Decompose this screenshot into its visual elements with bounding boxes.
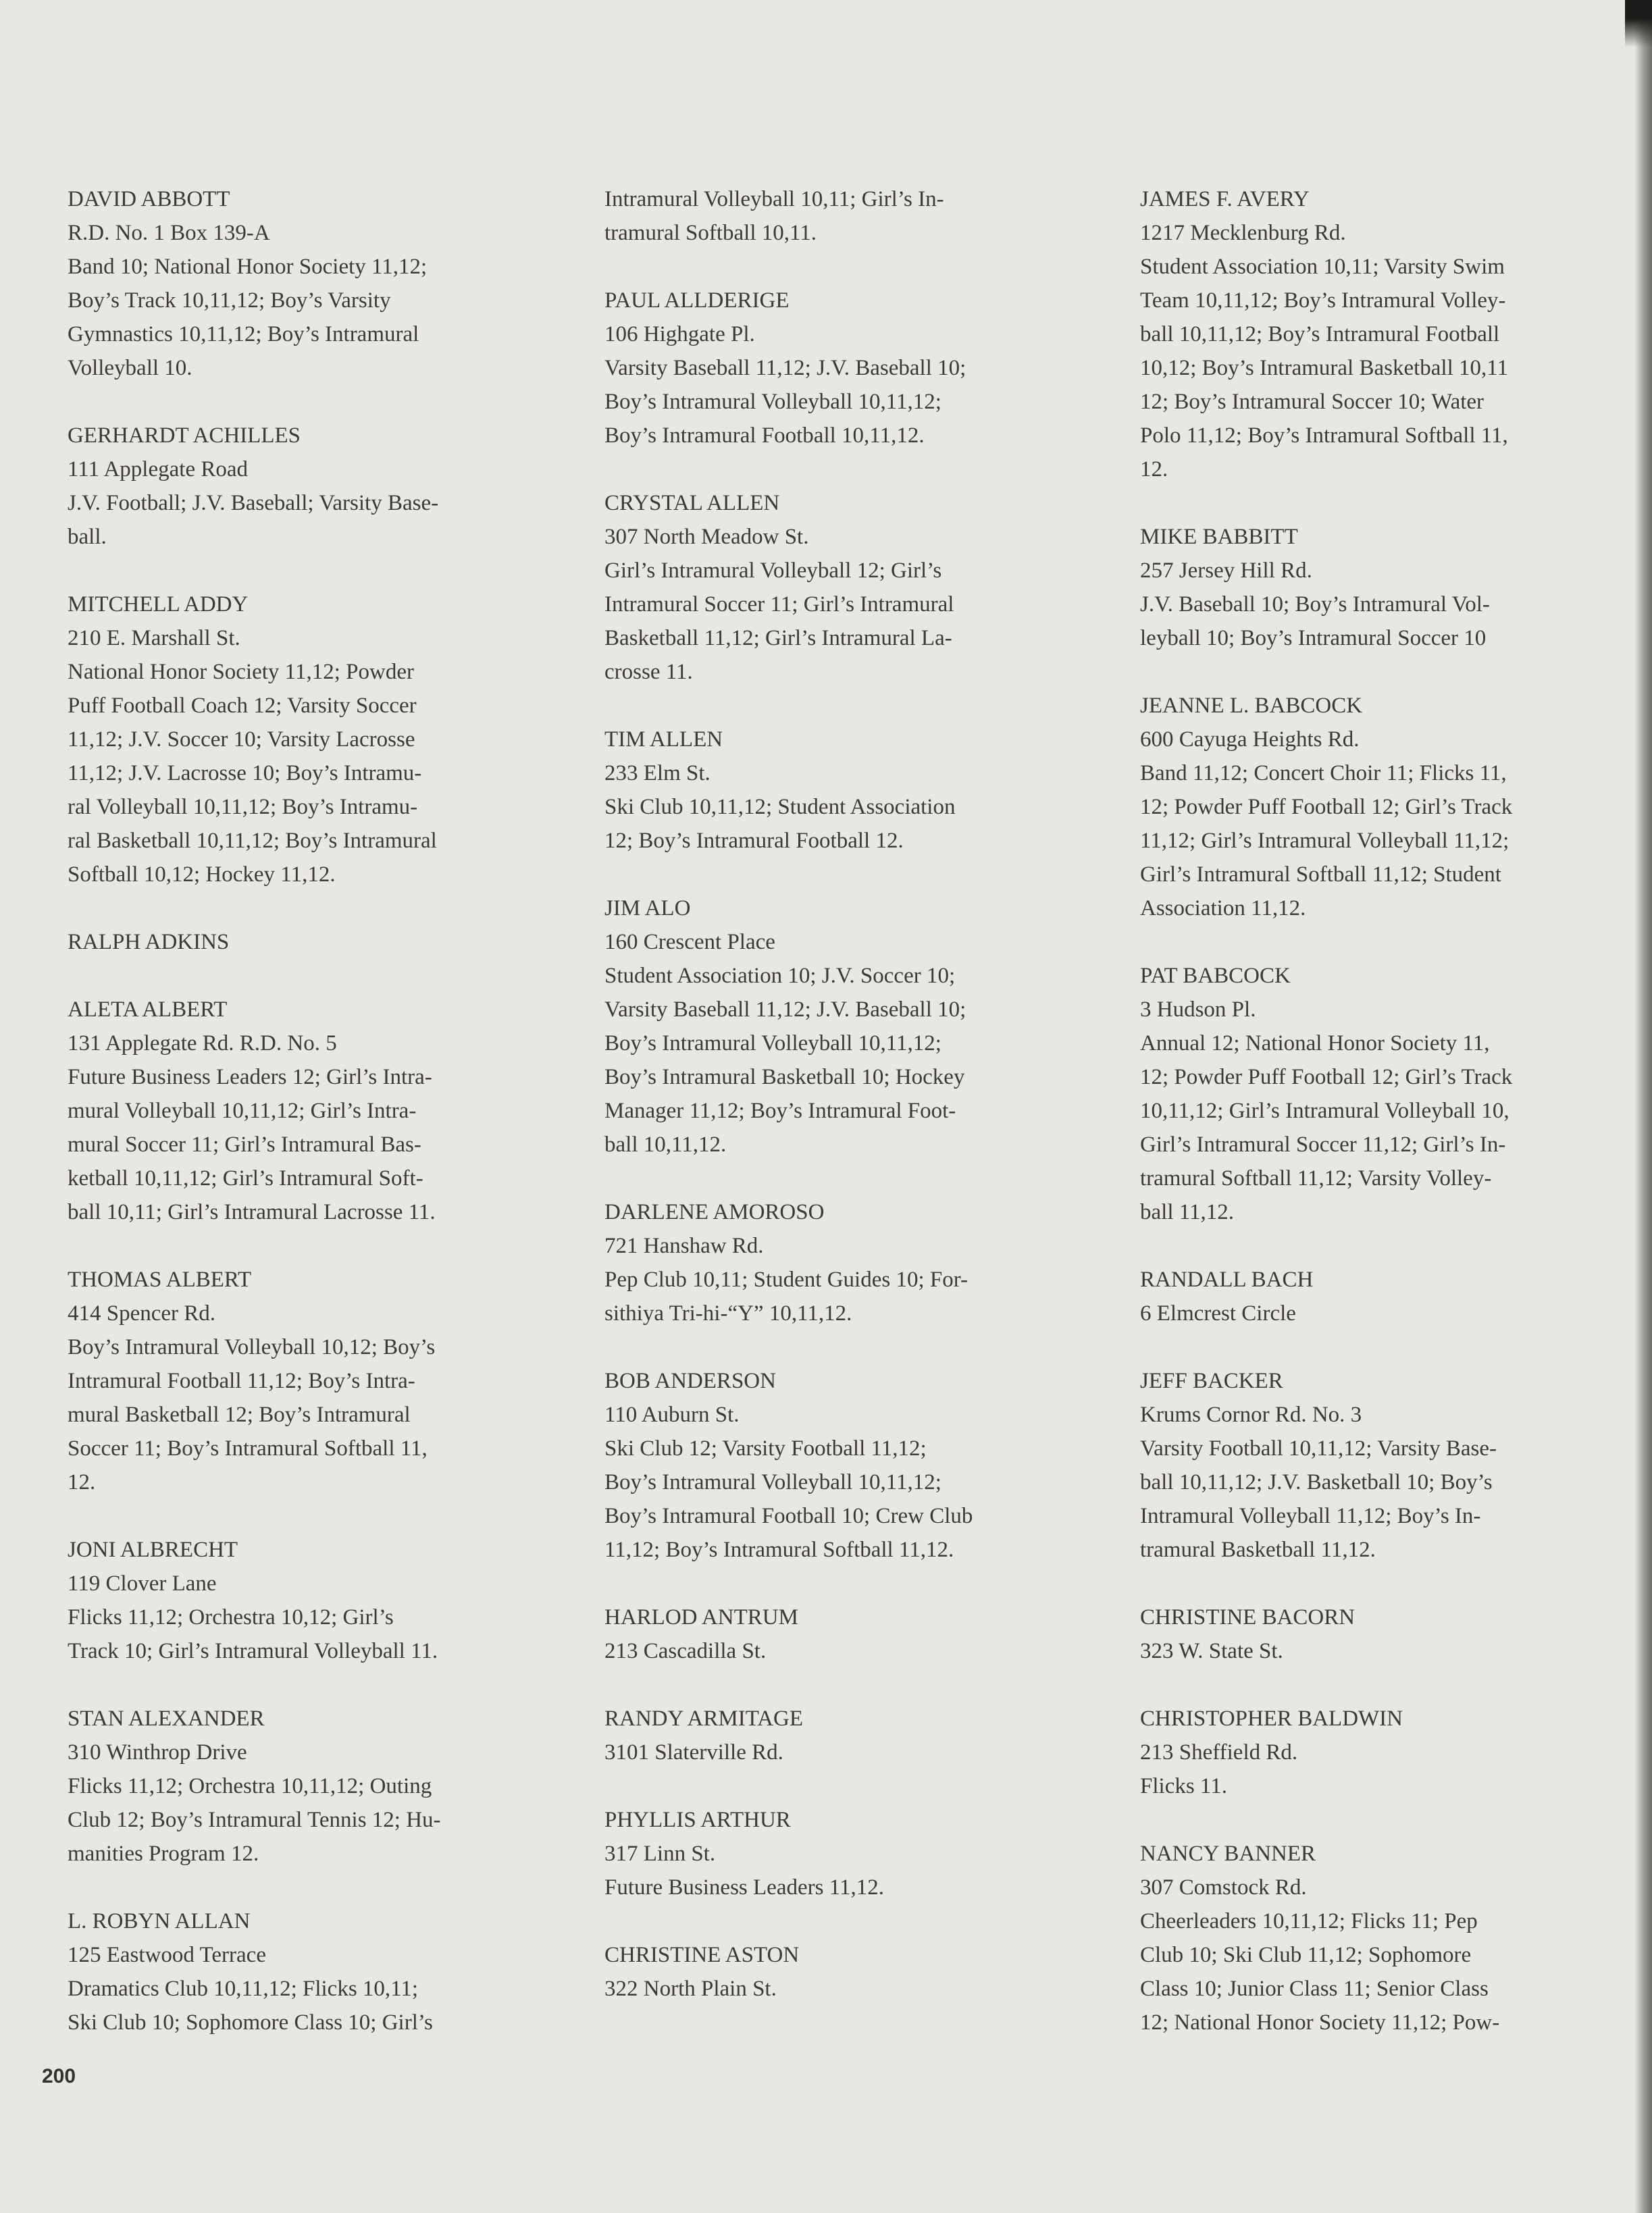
activity-line: sithiya Tri-hi-“Y” 10,11,12. — [604, 1301, 852, 1326]
activity-line: Pep Club 10,11; Student Guides 10; For- — [604, 1268, 969, 1292]
senior-entry — [1140, 1600, 1613, 1668]
activity-line: Varsity Baseball 11,12; J.V. Baseball 10; — [604, 997, 966, 1022]
activity-line: Ski Club 10; Sophomore Class 10; Girl’s — [68, 2010, 433, 2035]
activity-line: crosse 11. — [604, 660, 693, 684]
senior-name: DARLENE AMOROSO — [604, 1200, 825, 1224]
senior-entry — [604, 1600, 1091, 1668]
senior-address: 119 Clover Lane — [68, 1571, 217, 1596]
senior-address: 3 Hudson Pl. — [1140, 997, 1256, 1022]
senior-address: 322 North Plain St. — [604, 1977, 777, 2001]
senior-name: JAMES F. AVERY — [1140, 187, 1310, 211]
senior-entry — [604, 1364, 1091, 1567]
activity-line: mural Volleyball 10,11,12; Girl’s Intra- — [68, 1099, 417, 1123]
senior-name: RANDY ARMITAGE — [604, 1707, 804, 1731]
senior-entry — [604, 1702, 1091, 1769]
senior-entry — [1140, 1263, 1613, 1330]
senior-address: Krums Cornor Rd. No. 3 — [1140, 1403, 1362, 1427]
senior-entry — [68, 1904, 554, 2039]
activity-line: 12; Boy’s Intramural Soccer 10; Water — [1140, 390, 1485, 414]
senior-entry — [1140, 1837, 1613, 2039]
activity-line: Varsity Football 10,11,12; Varsity Base- — [1140, 1436, 1497, 1461]
activity-line: ball 10,11,12. — [604, 1132, 727, 1157]
senior-address: 721 Hanshaw Rd. — [604, 1234, 764, 1258]
activity-line: tramural Softball 11,12; Varsity Volley- — [1140, 1166, 1492, 1191]
activity-line: Team 10,11,12; Boy’s Intramural Volley- — [1140, 288, 1506, 313]
senior-entry — [68, 419, 554, 554]
activity-line: mural Basketball 12; Boy’s Intramural — [68, 1403, 411, 1427]
senior-name: CHRISTOPHER BALDWIN — [1140, 1707, 1403, 1731]
activity-line: Future Business Leaders 11,12. — [604, 1875, 884, 1900]
senior-entry — [604, 182, 1091, 250]
senior-entry — [1140, 1364, 1613, 1567]
senior-entry — [1140, 182, 1613, 486]
senior-address: 110 Auburn St. — [604, 1403, 740, 1427]
senior-name: NANCY BANNER — [1140, 1842, 1316, 1866]
activity-line: 10,12; Boy’s Intramural Basketball 10,11 — [1140, 356, 1509, 380]
senior-name: CHRISTINE ASTON — [604, 1943, 800, 1967]
activity-line: Boy’s Track 10,11,12; Boy’s Varsity — [68, 288, 391, 313]
senior-address: 106 Highgate Pl. — [604, 322, 755, 346]
activity-line: Boy’s Intramural Football 10,11,12. — [604, 423, 925, 448]
senior-address: 3101 Slaterville Rd. — [604, 1740, 783, 1765]
activity-line: Student Association 10; J.V. Soccer 10; — [604, 964, 956, 988]
senior-name: JIM ALO — [604, 896, 691, 920]
senior-address: 111 Applegate Road — [68, 457, 248, 481]
activity-line: tramural Softball 10,11. — [604, 221, 817, 245]
activity-line: 10,11,12; Girl’s Intramural Volleyball 10, — [1140, 1099, 1509, 1123]
activity-line: ral Volleyball 10,11,12; Boy’s Intramu- — [68, 795, 418, 819]
senior-address: 323 W. State St. — [1140, 1639, 1283, 1663]
activity-line: 12; Boy’s Intramural Football 12. — [604, 829, 904, 853]
senior-entry — [604, 284, 1091, 452]
senior-entry — [604, 1803, 1091, 1904]
column-1 — [68, 182, 554, 2073]
activity-line: 11,12; J.V. Soccer 10; Varsity Lacrosse — [68, 727, 415, 752]
activity-line: Flicks 11. — [1140, 1774, 1227, 1798]
senior-name: GERHARDT ACHILLES — [68, 423, 301, 448]
senior-entry — [1140, 689, 1613, 925]
activity-line: tramural Basketball 11,12. — [1140, 1538, 1376, 1562]
activity-line: Softball 10,12; Hockey 11,12. — [68, 862, 336, 887]
activity-line: ball 11,12. — [1140, 1200, 1235, 1224]
activity-line: 11,12; Boy’s Intramural Softball 11,12. — [604, 1538, 954, 1562]
activity-line: Soccer 11; Boy’s Intramural Softball 11, — [68, 1436, 428, 1461]
activity-line: leyball 10; Boy’s Intramural Soccer 10 — [1140, 626, 1487, 650]
activity-line: Boy’s Intramural Volleyball 10,11,12; — [604, 390, 941, 414]
page-number: 200 — [42, 2065, 76, 2087]
activity-line: Club 12; Boy’s Intramural Tennis 12; Hu- — [68, 1808, 441, 1832]
activity-line: Flicks 11,12; Orchestra 10,12; Girl’s — [68, 1605, 394, 1630]
activity-line: Intramural Football 11,12; Boy’s Intra- — [68, 1369, 415, 1393]
activity-line: Intramural Volleyball 11,12; Boy’s In- — [1140, 1504, 1481, 1528]
activity-line: ball 10,11,12; J.V. Basketball 10; Boy’s — [1140, 1470, 1493, 1494]
activity-line: Future Business Leaders 12; Girl’s Intra- — [68, 1065, 432, 1089]
activity-line: Intramural Volleyball 10,11; Girl’s In- — [604, 187, 944, 211]
senior-name: MIKE BABBITT — [1140, 525, 1298, 549]
activity-line: Boy’s Intramural Football 10; Crew Club — [604, 1504, 973, 1528]
activity-line: ball 10,11; Girl’s Intramural Lacrosse 11. — [68, 1200, 436, 1224]
column-3 — [1140, 182, 1613, 2073]
senior-name: JEFF BACKER — [1140, 1369, 1283, 1393]
activity-line: Association 11,12. — [1140, 896, 1306, 920]
senior-entry — [1140, 959, 1613, 1229]
activity-line: Dramatics Club 10,11,12; Flicks 10,11; — [68, 1977, 419, 2001]
senior-entry — [604, 1938, 1091, 2006]
senior-address: 307 North Meadow St. — [604, 525, 809, 549]
senior-address: 125 Eastwood Terrace — [68, 1943, 266, 1967]
activity-line: Girl’s Intramural Softball 11,12; Student — [1140, 862, 1501, 887]
senior-name: MITCHELL ADDY — [68, 592, 249, 617]
senior-entry — [1140, 1702, 1613, 1803]
activity-line: 11,12; J.V. Lacrosse 10; Boy’s Intramu- — [68, 761, 422, 785]
activity-line: 11,12; Girl’s Intramural Volleyball 11,12; — [1140, 829, 1509, 853]
senior-name: CRYSTAL ALLEN — [604, 491, 780, 515]
senior-entry — [68, 588, 554, 891]
activity-line: Boy’s Intramural Volleyball 10,12; Boy’s — [68, 1335, 436, 1359]
activity-line: National Honor Society 11,12; Powder — [68, 660, 414, 684]
activity-line: Student Association 10,11; Varsity Swim — [1140, 255, 1505, 279]
senior-name: TIM ALLEN — [604, 727, 723, 752]
activity-line: Manager 11,12; Boy’s Intramural Foot- — [604, 1099, 956, 1123]
activity-line: Polo 11,12; Boy’s Intramural Softball 11, — [1140, 423, 1508, 448]
activity-line: Puff Football Coach 12; Varsity Soccer — [68, 694, 417, 718]
activity-line: J.V. Baseball 10; Boy’s Intramural Vol- — [1140, 592, 1490, 617]
senior-entry — [68, 1263, 554, 1499]
activity-line: Ski Club 12; Varsity Football 11,12; — [604, 1436, 927, 1461]
activity-line: Band 11,12; Concert Choir 11; Flicks 11, — [1140, 761, 1507, 785]
senior-address: 600 Cayuga Heights Rd. — [1140, 727, 1360, 752]
senior-address: 233 Elm St. — [604, 761, 711, 785]
senior-name: THOMAS ALBERT — [68, 1268, 252, 1292]
activity-line: Volleyball 10. — [68, 356, 192, 380]
senior-entry — [604, 891, 1091, 1162]
activity-line: manities Program 12. — [68, 1842, 259, 1866]
senior-name: PAUL ALLDERIGE — [604, 288, 790, 313]
activity-line: Club 10; Ski Club 11,12; Sophomore — [1140, 1943, 1472, 1967]
activity-line: ral Basketball 10,11,12; Boy’s Intramural — [68, 829, 437, 853]
activity-line: mural Soccer 11; Girl’s Intramural Bas- — [68, 1132, 421, 1157]
activity-line: Annual 12; National Honor Society 11, — [1140, 1031, 1490, 1056]
senior-entry — [68, 1533, 554, 1668]
activity-line: Track 10; Girl’s Intramural Volleyball 11. — [68, 1639, 438, 1663]
senior-name: BOB ANDERSON — [604, 1369, 776, 1393]
senior-name: DAVID ABBOTT — [68, 187, 230, 211]
activity-line: Cheerleaders 10,11,12; Flicks 11; Pep — [1140, 1909, 1478, 1933]
senior-address: 414 Spencer Rd. — [68, 1301, 216, 1326]
senior-name: L. ROBYN ALLAN — [68, 1909, 251, 1933]
page-corner-shadow — [1625, 0, 1652, 47]
senior-address: 210 E. Marshall St. — [68, 626, 240, 650]
senior-name: JONI ALBRECHT — [68, 1538, 238, 1562]
activity-line: ketball 10,11,12; Girl’s Intramural Soft- — [68, 1166, 423, 1191]
senior-entry — [68, 182, 554, 385]
activity-line: 12. — [68, 1470, 96, 1494]
activity-line: 12. — [1140, 457, 1168, 481]
senior-name: JEANNE L. BABCOCK — [1140, 694, 1363, 718]
senior-entry — [604, 486, 1091, 689]
activity-line: Band 10; National Honor Society 11,12; — [68, 255, 428, 279]
activity-line: 12; Powder Puff Football 12; Girl’s Track — [1140, 1065, 1513, 1089]
senior-name: HARLOD ANTRUM — [604, 1605, 798, 1630]
activity-line: Varsity Baseball 11,12; J.V. Baseball 10; — [604, 356, 966, 380]
senior-address: 213 Cascadilla St. — [604, 1639, 767, 1663]
senior-name: STAN ALEXANDER — [68, 1707, 265, 1731]
column-2 — [604, 182, 1091, 2039]
activity-line: Boy’s Intramural Volleyball 10,11,12; — [604, 1031, 941, 1056]
activity-line: Girl’s Intramural Soccer 11,12; Girl’s In- — [1140, 1132, 1506, 1157]
activity-line: Boy’s Intramural Volleyball 10,11,12; — [604, 1470, 941, 1494]
senior-name: CHRISTINE BACORN — [1140, 1605, 1356, 1630]
activity-line: ball 10,11,12; Boy’s Intramural Football — [1140, 322, 1500, 346]
activity-line: Girl’s Intramural Volleyball 12; Girl’s — [604, 558, 942, 583]
senior-address: 131 Applegate Rd. R.D. No. 5 — [68, 1031, 337, 1056]
senior-entry — [604, 723, 1091, 858]
senior-address: 6 Elmcrest Circle — [1140, 1301, 1296, 1326]
activity-line: Boy’s Intramural Basketball 10; Hockey — [604, 1065, 965, 1089]
senior-entry — [68, 925, 554, 959]
senior-address: 307 Comstock Rd. — [1140, 1875, 1307, 1900]
activity-line: J.V. Football; J.V. Baseball; Varsity Base- — [68, 491, 439, 515]
activity-line: Gymnastics 10,11,12; Boy’s Intramural — [68, 322, 419, 346]
senior-address: 257 Jersey Hill Rd. — [1140, 558, 1312, 583]
activity-line: Ski Club 10,11,12; Student Association — [604, 795, 956, 819]
page-edge-shadow — [1634, 0, 1652, 2213]
senior-address: 310 Winthrop Drive — [68, 1740, 247, 1765]
senior-address: R.D. No. 1 Box 139-A — [68, 221, 270, 245]
senior-name: PAT BABCOCK — [1140, 964, 1291, 988]
senior-address: 317 Linn St. — [604, 1842, 716, 1866]
senior-entry — [1140, 520, 1613, 655]
senior-address: 160 Crescent Place — [604, 930, 775, 954]
senior-name: RALPH ADKINS — [68, 930, 230, 954]
senior-entry — [68, 993, 554, 1229]
senior-entry — [604, 1195, 1091, 1330]
senior-entry — [68, 1702, 554, 1871]
senior-name: ALETA ALBERT — [68, 997, 228, 1022]
activity-line: ball. — [68, 525, 107, 549]
activity-line: Flicks 11,12; Orchestra 10,11,12; Outing — [68, 1774, 432, 1798]
senior-name: PHYLLIS ARTHUR — [604, 1808, 791, 1832]
activity-line: Class 10; Junior Class 11; Senior Class — [1140, 1977, 1489, 2001]
senior-address: 1217 Mecklenburg Rd. — [1140, 221, 1346, 245]
senior-address: 213 Sheffield Rd. — [1140, 1740, 1298, 1765]
activity-line: Basketball 11,12; Girl’s Intramural La- — [604, 626, 952, 650]
senior-name: RANDALL BACH — [1140, 1268, 1314, 1292]
activity-line: 12; Powder Puff Football 12; Girl’s Track — [1140, 795, 1513, 819]
activity-line: 12; National Honor Society 11,12; Pow- — [1140, 2010, 1500, 2035]
activity-line: Intramural Soccer 11; Girl’s Intramural — [604, 592, 954, 617]
